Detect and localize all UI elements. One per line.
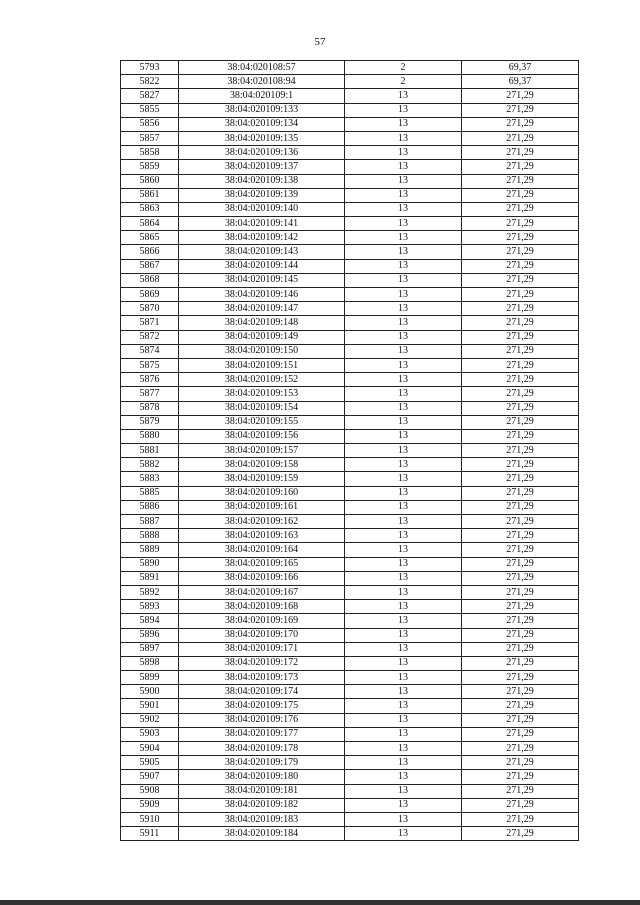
value-cell: 69,37 bbox=[462, 61, 579, 75]
table-row bbox=[121, 798, 579, 812]
row-number-cell: 5901 bbox=[121, 699, 179, 713]
value-cell: 271,29 bbox=[462, 756, 579, 770]
table-row bbox=[121, 812, 579, 826]
quantity-cell: 13 bbox=[345, 444, 462, 458]
row-number-cell: 5822 bbox=[121, 75, 179, 89]
quantity-cell: 13 bbox=[345, 231, 462, 245]
cadastral-number-cell: 38:04:020109:174 bbox=[179, 685, 345, 699]
registry-table bbox=[120, 60, 579, 841]
row-number-cell: 5905 bbox=[121, 756, 179, 770]
value-cell: 271,29 bbox=[462, 642, 579, 656]
cadastral-number-cell: 38:04:020109:171 bbox=[179, 642, 345, 656]
table-row bbox=[121, 89, 579, 103]
value-cell: 271,29 bbox=[462, 444, 579, 458]
row-number-cell: 5869 bbox=[121, 288, 179, 302]
table-row bbox=[121, 273, 579, 287]
row-number-cell: 5908 bbox=[121, 784, 179, 798]
row-number-cell: 5855 bbox=[121, 103, 179, 117]
cadastral-number-cell: 38:04:020108:57 bbox=[179, 61, 345, 75]
row-number-cell: 5890 bbox=[121, 557, 179, 571]
value-cell: 271,29 bbox=[462, 571, 579, 585]
quantity-cell: 13 bbox=[345, 628, 462, 642]
row-number-cell: 5882 bbox=[121, 458, 179, 472]
value-cell: 271,29 bbox=[462, 245, 579, 259]
table-row bbox=[121, 486, 579, 500]
value-cell: 271,29 bbox=[462, 202, 579, 216]
table-row bbox=[121, 685, 579, 699]
value-cell: 271,29 bbox=[462, 713, 579, 727]
cadastral-number-cell: 38:04:020109:170 bbox=[179, 628, 345, 642]
quantity-cell: 13 bbox=[345, 798, 462, 812]
table-row bbox=[121, 543, 579, 557]
quantity-cell: 13 bbox=[345, 245, 462, 259]
table-row bbox=[121, 515, 579, 529]
value-cell: 271,29 bbox=[462, 784, 579, 798]
value-cell: 271,29 bbox=[462, 529, 579, 543]
row-number-cell: 5864 bbox=[121, 217, 179, 231]
quantity-cell: 13 bbox=[345, 500, 462, 514]
value-cell: 271,29 bbox=[462, 188, 579, 202]
value-cell: 271,29 bbox=[462, 500, 579, 514]
row-number-cell: 5897 bbox=[121, 642, 179, 656]
cadastral-number-cell: 38:04:020109:150 bbox=[179, 344, 345, 358]
table-row bbox=[121, 827, 579, 841]
cadastral-number-cell: 38:04:020109:172 bbox=[179, 656, 345, 670]
cadastral-number-cell: 38:04:020109:151 bbox=[179, 358, 345, 372]
cadastral-number-cell: 38:04:020109:153 bbox=[179, 387, 345, 401]
cadastral-number-cell: 38:04:020109:175 bbox=[179, 699, 345, 713]
cadastral-number-cell: 38:04:020109:133 bbox=[179, 103, 345, 117]
value-cell: 271,29 bbox=[462, 131, 579, 145]
cadastral-number-cell: 38:04:020109:167 bbox=[179, 585, 345, 599]
registry-table-body bbox=[121, 61, 579, 841]
table-row bbox=[121, 217, 579, 231]
cadastral-number-cell: 38:04:020109:135 bbox=[179, 131, 345, 145]
quantity-cell: 13 bbox=[345, 713, 462, 727]
quantity-cell: 13 bbox=[345, 557, 462, 571]
quantity-cell: 13 bbox=[345, 770, 462, 784]
value-cell: 271,29 bbox=[462, 614, 579, 628]
row-number-cell: 5910 bbox=[121, 812, 179, 826]
value-cell: 271,29 bbox=[462, 827, 579, 841]
quantity-cell: 13 bbox=[345, 585, 462, 599]
cadastral-number-cell: 38:04:020109:143 bbox=[179, 245, 345, 259]
table-row bbox=[121, 61, 579, 75]
quantity-cell: 13 bbox=[345, 571, 462, 585]
table-row bbox=[121, 571, 579, 585]
value-cell: 271,29 bbox=[462, 458, 579, 472]
quantity-cell: 2 bbox=[345, 61, 462, 75]
value-cell: 271,29 bbox=[462, 812, 579, 826]
table-row bbox=[121, 756, 579, 770]
value-cell: 271,29 bbox=[462, 798, 579, 812]
table-row bbox=[121, 415, 579, 429]
value-cell: 271,29 bbox=[462, 671, 579, 685]
cadastral-number-cell: 38:04:020109:161 bbox=[179, 500, 345, 514]
table-row bbox=[121, 231, 579, 245]
scan-bottom-edge bbox=[0, 900, 640, 905]
table-row bbox=[121, 373, 579, 387]
value-cell: 271,29 bbox=[462, 174, 579, 188]
quantity-cell: 13 bbox=[345, 273, 462, 287]
row-number-cell: 5876 bbox=[121, 373, 179, 387]
row-number-cell: 5793 bbox=[121, 61, 179, 75]
table-row bbox=[121, 387, 579, 401]
table-row bbox=[121, 742, 579, 756]
quantity-cell: 13 bbox=[345, 358, 462, 372]
quantity-cell: 13 bbox=[345, 727, 462, 741]
value-cell: 271,29 bbox=[462, 486, 579, 500]
quantity-cell: 13 bbox=[345, 330, 462, 344]
row-number-cell: 5870 bbox=[121, 302, 179, 316]
quantity-cell: 13 bbox=[345, 117, 462, 131]
quantity-cell: 13 bbox=[345, 188, 462, 202]
quantity-cell: 13 bbox=[345, 543, 462, 557]
value-cell: 271,29 bbox=[462, 387, 579, 401]
table-row bbox=[121, 103, 579, 117]
quantity-cell: 13 bbox=[345, 160, 462, 174]
row-number-cell: 5858 bbox=[121, 146, 179, 160]
cadastral-number-cell: 38:04:020109:134 bbox=[179, 117, 345, 131]
cadastral-number-cell: 38:04:020109:159 bbox=[179, 472, 345, 486]
registry-table-container bbox=[120, 60, 578, 841]
table-row bbox=[121, 302, 579, 316]
value-cell: 271,29 bbox=[462, 344, 579, 358]
value-cell: 271,29 bbox=[462, 656, 579, 670]
row-number-cell: 5903 bbox=[121, 727, 179, 741]
value-cell: 271,29 bbox=[462, 89, 579, 103]
table-row bbox=[121, 529, 579, 543]
quantity-cell: 13 bbox=[345, 387, 462, 401]
row-number-cell: 5871 bbox=[121, 316, 179, 330]
table-row bbox=[121, 614, 579, 628]
row-number-cell: 5893 bbox=[121, 600, 179, 614]
cadastral-number-cell: 38:04:020109:176 bbox=[179, 713, 345, 727]
cadastral-number-cell: 38:04:020109:180 bbox=[179, 770, 345, 784]
table-row bbox=[121, 642, 579, 656]
quantity-cell: 13 bbox=[345, 302, 462, 316]
cadastral-number-cell: 38:04:020109:140 bbox=[179, 202, 345, 216]
value-cell: 271,29 bbox=[462, 358, 579, 372]
table-row bbox=[121, 401, 579, 415]
cadastral-number-cell: 38:04:020109:162 bbox=[179, 515, 345, 529]
row-number-cell: 5867 bbox=[121, 259, 179, 273]
row-number-cell: 5861 bbox=[121, 188, 179, 202]
cadastral-number-cell: 38:04:020109:183 bbox=[179, 812, 345, 826]
table-row bbox=[121, 784, 579, 798]
cadastral-number-cell: 38:04:020109:178 bbox=[179, 742, 345, 756]
table-row bbox=[121, 174, 579, 188]
table-row bbox=[121, 628, 579, 642]
value-cell: 271,29 bbox=[462, 770, 579, 784]
quantity-cell: 13 bbox=[345, 742, 462, 756]
quantity-cell: 13 bbox=[345, 288, 462, 302]
quantity-cell: 13 bbox=[345, 316, 462, 330]
value-cell: 271,29 bbox=[462, 103, 579, 117]
table-row bbox=[121, 131, 579, 145]
quantity-cell: 13 bbox=[345, 642, 462, 656]
cadastral-number-cell: 38:04:020109:141 bbox=[179, 217, 345, 231]
value-cell: 271,29 bbox=[462, 117, 579, 131]
value-cell: 271,29 bbox=[462, 259, 579, 273]
value-cell: 271,29 bbox=[462, 628, 579, 642]
cadastral-number-cell: 38:04:020109:169 bbox=[179, 614, 345, 628]
row-number-cell: 5886 bbox=[121, 500, 179, 514]
cadastral-number-cell: 38:04:020109:165 bbox=[179, 557, 345, 571]
row-number-cell: 5856 bbox=[121, 117, 179, 131]
value-cell: 271,29 bbox=[462, 742, 579, 756]
row-number-cell: 5866 bbox=[121, 245, 179, 259]
table-row bbox=[121, 160, 579, 174]
cadastral-number-cell: 38:04:020109:144 bbox=[179, 259, 345, 273]
table-row bbox=[121, 472, 579, 486]
cadastral-number-cell: 38:04:020109:179 bbox=[179, 756, 345, 770]
row-number-cell: 5857 bbox=[121, 131, 179, 145]
row-number-cell: 5891 bbox=[121, 571, 179, 585]
table-row bbox=[121, 330, 579, 344]
table-row bbox=[121, 699, 579, 713]
cadastral-number-cell: 38:04:020109:163 bbox=[179, 529, 345, 543]
cadastral-number-cell: 38:04:020109:168 bbox=[179, 600, 345, 614]
row-number-cell: 5894 bbox=[121, 614, 179, 628]
row-number-cell: 5907 bbox=[121, 770, 179, 784]
table-row bbox=[121, 585, 579, 599]
row-number-cell: 5904 bbox=[121, 742, 179, 756]
value-cell: 69,37 bbox=[462, 75, 579, 89]
value-cell: 271,29 bbox=[462, 146, 579, 160]
cadastral-number-cell: 38:04:020109:136 bbox=[179, 146, 345, 160]
quantity-cell: 13 bbox=[345, 344, 462, 358]
value-cell: 271,29 bbox=[462, 288, 579, 302]
row-number-cell: 5883 bbox=[121, 472, 179, 486]
value-cell: 271,29 bbox=[462, 273, 579, 287]
row-number-cell: 5875 bbox=[121, 358, 179, 372]
value-cell: 271,29 bbox=[462, 302, 579, 316]
quantity-cell: 13 bbox=[345, 202, 462, 216]
cadastral-number-cell: 38:04:020109:182 bbox=[179, 798, 345, 812]
cadastral-number-cell: 38:04:020109:181 bbox=[179, 784, 345, 798]
table-row bbox=[121, 344, 579, 358]
table-row bbox=[121, 429, 579, 443]
table-row bbox=[121, 600, 579, 614]
table-row bbox=[121, 245, 579, 259]
table-row bbox=[121, 358, 579, 372]
row-number-cell: 5909 bbox=[121, 798, 179, 812]
row-number-cell: 5888 bbox=[121, 529, 179, 543]
cadastral-number-cell: 38:04:020109:173 bbox=[179, 671, 345, 685]
table-row bbox=[121, 316, 579, 330]
row-number-cell: 5899 bbox=[121, 671, 179, 685]
row-number-cell: 5889 bbox=[121, 543, 179, 557]
row-number-cell: 5860 bbox=[121, 174, 179, 188]
row-number-cell: 5885 bbox=[121, 486, 179, 500]
row-number-cell: 5879 bbox=[121, 415, 179, 429]
quantity-cell: 13 bbox=[345, 415, 462, 429]
quantity-cell: 13 bbox=[345, 217, 462, 231]
quantity-cell: 13 bbox=[345, 614, 462, 628]
cadastral-number-cell: 38:04:020109:157 bbox=[179, 444, 345, 458]
quantity-cell: 13 bbox=[345, 685, 462, 699]
quantity-cell: 13 bbox=[345, 89, 462, 103]
value-cell: 271,29 bbox=[462, 727, 579, 741]
quantity-cell: 13 bbox=[345, 812, 462, 826]
value-cell: 271,29 bbox=[462, 415, 579, 429]
table-row bbox=[121, 713, 579, 727]
cadastral-number-cell: 38:04:020109:138 bbox=[179, 174, 345, 188]
cadastral-number-cell: 38:04:020109:164 bbox=[179, 543, 345, 557]
value-cell: 271,29 bbox=[462, 600, 579, 614]
value-cell: 271,29 bbox=[462, 699, 579, 713]
row-number-cell: 5892 bbox=[121, 585, 179, 599]
cadastral-number-cell: 38:04:020109:160 bbox=[179, 486, 345, 500]
cadastral-number-cell: 38:04:020109:142 bbox=[179, 231, 345, 245]
value-cell: 271,29 bbox=[462, 401, 579, 415]
quantity-cell: 13 bbox=[345, 671, 462, 685]
table-row bbox=[121, 259, 579, 273]
table-row bbox=[121, 458, 579, 472]
quantity-cell: 13 bbox=[345, 472, 462, 486]
quantity-cell: 13 bbox=[345, 515, 462, 529]
cadastral-number-cell: 38:04:020108:94 bbox=[179, 75, 345, 89]
row-number-cell: 5827 bbox=[121, 89, 179, 103]
row-number-cell: 5896 bbox=[121, 628, 179, 642]
value-cell: 271,29 bbox=[462, 330, 579, 344]
quantity-cell: 13 bbox=[345, 458, 462, 472]
row-number-cell: 5878 bbox=[121, 401, 179, 415]
cadastral-number-cell: 38:04:020109:184 bbox=[179, 827, 345, 841]
quantity-cell: 13 bbox=[345, 373, 462, 387]
quantity-cell: 13 bbox=[345, 699, 462, 713]
quantity-cell: 2 bbox=[345, 75, 462, 89]
quantity-cell: 13 bbox=[345, 486, 462, 500]
table-row bbox=[121, 557, 579, 571]
quantity-cell: 13 bbox=[345, 131, 462, 145]
table-row bbox=[121, 188, 579, 202]
row-number-cell: 5881 bbox=[121, 444, 179, 458]
row-number-cell: 5872 bbox=[121, 330, 179, 344]
row-number-cell: 5863 bbox=[121, 202, 179, 216]
quantity-cell: 13 bbox=[345, 656, 462, 670]
cadastral-number-cell: 38:04:020109:1 bbox=[179, 89, 345, 103]
quantity-cell: 13 bbox=[345, 827, 462, 841]
table-row bbox=[121, 75, 579, 89]
row-number-cell: 5902 bbox=[121, 713, 179, 727]
table-row bbox=[121, 202, 579, 216]
value-cell: 271,29 bbox=[462, 429, 579, 443]
row-number-cell: 5900 bbox=[121, 685, 179, 699]
table-row bbox=[121, 656, 579, 670]
value-cell: 271,29 bbox=[462, 685, 579, 699]
value-cell: 271,29 bbox=[462, 515, 579, 529]
cadastral-number-cell: 38:04:020109:158 bbox=[179, 458, 345, 472]
cadastral-number-cell: 38:04:020109:156 bbox=[179, 429, 345, 443]
value-cell: 271,29 bbox=[462, 585, 579, 599]
quantity-cell: 13 bbox=[345, 529, 462, 543]
quantity-cell: 13 bbox=[345, 401, 462, 415]
table-row bbox=[121, 288, 579, 302]
quantity-cell: 13 bbox=[345, 600, 462, 614]
cadastral-number-cell: 38:04:020109:166 bbox=[179, 571, 345, 585]
page-number: 57 bbox=[314, 36, 326, 48]
quantity-cell: 13 bbox=[345, 174, 462, 188]
table-row bbox=[121, 444, 579, 458]
value-cell: 271,29 bbox=[462, 472, 579, 486]
quantity-cell: 13 bbox=[345, 784, 462, 798]
table-row bbox=[121, 671, 579, 685]
quantity-cell: 13 bbox=[345, 103, 462, 117]
row-number-cell: 5874 bbox=[121, 344, 179, 358]
row-number-cell: 5880 bbox=[121, 429, 179, 443]
row-number-cell: 5859 bbox=[121, 160, 179, 174]
value-cell: 271,29 bbox=[462, 160, 579, 174]
cadastral-number-cell: 38:04:020109:177 bbox=[179, 727, 345, 741]
row-number-cell: 5887 bbox=[121, 515, 179, 529]
row-number-cell: 5911 bbox=[121, 827, 179, 841]
row-number-cell: 5865 bbox=[121, 231, 179, 245]
quantity-cell: 13 bbox=[345, 146, 462, 160]
cadastral-number-cell: 38:04:020109:149 bbox=[179, 330, 345, 344]
quantity-cell: 13 bbox=[345, 756, 462, 770]
table-row bbox=[121, 146, 579, 160]
cadastral-number-cell: 38:04:020109:145 bbox=[179, 273, 345, 287]
value-cell: 271,29 bbox=[462, 231, 579, 245]
table-row bbox=[121, 770, 579, 784]
cadastral-number-cell: 38:04:020109:152 bbox=[179, 373, 345, 387]
quantity-cell: 13 bbox=[345, 259, 462, 273]
value-cell: 271,29 bbox=[462, 373, 579, 387]
quantity-cell: 13 bbox=[345, 429, 462, 443]
row-number-cell: 5877 bbox=[121, 387, 179, 401]
table-row bbox=[121, 117, 579, 131]
cadastral-number-cell: 38:04:020109:139 bbox=[179, 188, 345, 202]
value-cell: 271,29 bbox=[462, 316, 579, 330]
cadastral-number-cell: 38:04:020109:148 bbox=[179, 316, 345, 330]
row-number-cell: 5868 bbox=[121, 273, 179, 287]
row-number-cell: 5898 bbox=[121, 656, 179, 670]
cadastral-number-cell: 38:04:020109:146 bbox=[179, 288, 345, 302]
value-cell: 271,29 bbox=[462, 557, 579, 571]
table-row bbox=[121, 500, 579, 514]
table-row bbox=[121, 727, 579, 741]
value-cell: 271,29 bbox=[462, 217, 579, 231]
cadastral-number-cell: 38:04:020109:147 bbox=[179, 302, 345, 316]
value-cell: 271,29 bbox=[462, 543, 579, 557]
cadastral-number-cell: 38:04:020109:137 bbox=[179, 160, 345, 174]
cadastral-number-cell: 38:04:020109:154 bbox=[179, 401, 345, 415]
cadastral-number-cell: 38:04:020109:155 bbox=[179, 415, 345, 429]
